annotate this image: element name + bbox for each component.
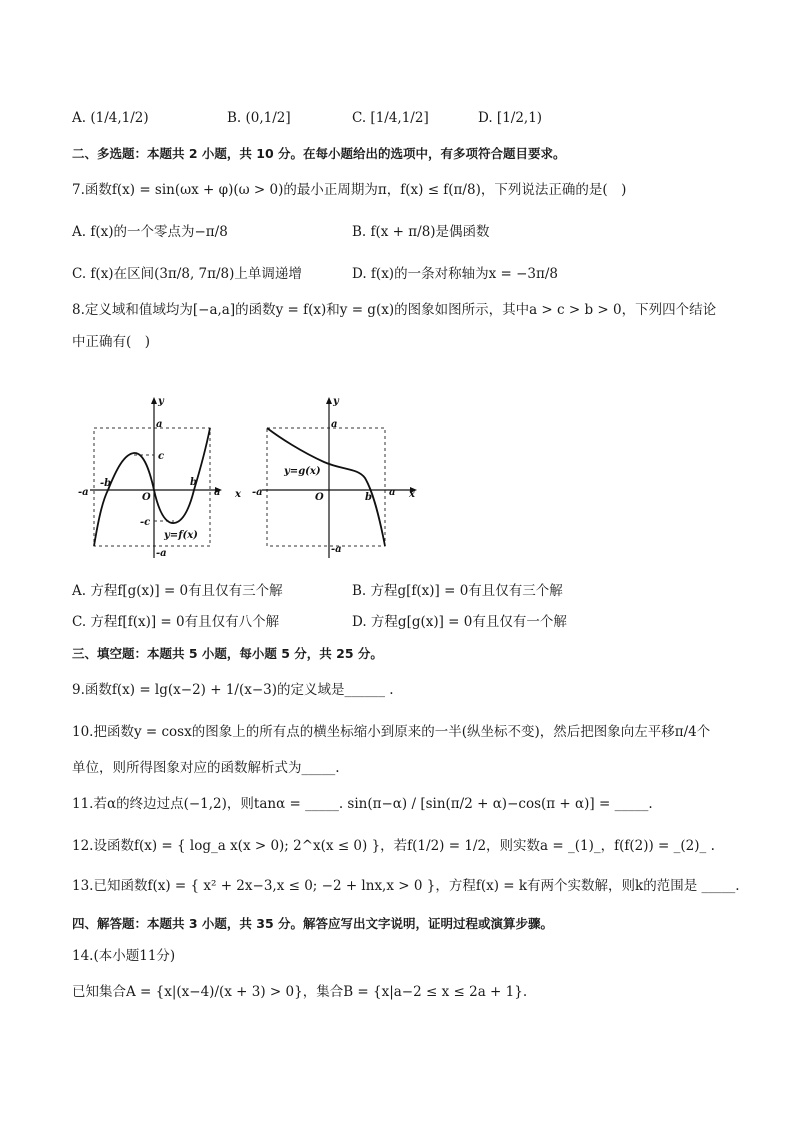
q8-option-b: B. 方程g[f(x)] = 0有且仅有三个解 — [352, 583, 563, 599]
q11: 11.若α的终边过点(−1,2)，则tanα = _____. sin(π−α) / [sin(π/2 + α)−cos(π + α)] = _____. — [72, 796, 653, 812]
graph-g-curve-label: y=g(x) — [284, 466, 321, 477]
graph-f-neg-b-label: -b — [100, 478, 112, 489]
graph-f-neg-c-label: -c — [140, 517, 151, 528]
q8-option-d: D. 方程g[g(x)] = 0有且仅有一个解 — [352, 614, 567, 630]
graph-g-dashed-box — [267, 428, 385, 546]
q7-stem: 7.函数f(x) = sin(ωx + φ)(ω > 0)的最小正周期为π，f(x) ≤ f(π/8)，下列说法正确的是( ) — [72, 182, 627, 198]
q9: 9.函数f(x) = lg(x−2) + 1/(x−3)的定义域是______ . — [72, 682, 394, 698]
q8-option-c: C. 方程f[f(x)] = 0有且仅有八个解 — [72, 614, 280, 630]
q8-stem-line1: 8.定义域和值域均为[−a,a]的函数y = f(x)和y = g(x)的图象如图所示，其中a > c > b > 0，下列四个结论 — [72, 302, 717, 318]
graph-f-neg-a-bottom: -a — [156, 548, 167, 559]
q6-option-a: A. (1/4,1/2) — [72, 110, 149, 126]
q6-option-b: B. (0,1/2] — [227, 110, 291, 126]
graph-g-origin-label: O — [315, 492, 324, 503]
graph-f-a-top: a — [156, 419, 163, 430]
graph-f-origin-label: O — [142, 492, 151, 503]
graph-f-b-label: b — [190, 477, 197, 488]
graph-g — [252, 392, 432, 564]
graph-f-y-arrow — [151, 397, 157, 404]
q8-stem-line2: 中正确有( ) — [72, 334, 151, 350]
graph-g-neg-a-label: -a — [252, 487, 263, 498]
graph-g-x-label: x — [409, 489, 415, 500]
q12: 12.设函数f(x) = { log_a x(x > 0); 2^x(x ≤ 0) }，若f(1/2) = 1/2，则实数a = _(1)_，f(f(2)) = _(2)_ . — [72, 838, 715, 854]
graph-g-a-right: a — [389, 487, 396, 498]
graph-g-b-label: b — [365, 492, 372, 503]
q7-option-d: D. f(x)的一条对称轴为x = −3π/8 — [352, 266, 558, 282]
q6-option-c: C. [1/4,1/2] — [352, 110, 429, 126]
q8-option-a: A. 方程f[g(x)] = 0有且仅有三个解 — [72, 583, 283, 599]
graph-g-neg-a-bottom: -a — [331, 544, 342, 555]
graph-g-y-arrow — [326, 397, 332, 404]
q7-option-a: A. f(x)的一个零点为−π/8 — [72, 224, 228, 240]
graph-f-neg-a-label: -a — [78, 487, 89, 498]
graph-f-curve-label: y=f(x) — [164, 530, 198, 541]
graph-g-curve — [267, 428, 385, 546]
section-2-heading: 二、多选题：本题共 2 小题，共 10 分。在每小题给出的选项中，有多项符合题目要求。 — [72, 146, 566, 161]
graph-f-x-label: x — [235, 489, 241, 500]
q14-body: 已知集合A = {x|(x−4)/(x + 3) > 0}，集合B = {x|a−2 ≤ x ≤ 2a + 1}. — [72, 984, 528, 1000]
q10-line1: 10.把函数y = cosx的图象上的所有点的横坐标缩小到原来的一半(纵坐标不变)，然后把图象向左平移π/4个 — [72, 724, 711, 740]
q7-option-b: B. f(x + π/8)是偶函数 — [352, 224, 490, 240]
q14-heading: 14.(本小题11分) — [72, 948, 176, 964]
q13: 13.已知函数f(x) = { x² + 2x−3,x ≤ 0; −2 + lnx,x > 0 }，方程f(x) = k有两个实数解，则k的范围是 _____. — [72, 878, 740, 894]
section-3-heading: 三、填空题：本题共 5 小题，每小题 5 分，共 25 分。 — [72, 646, 383, 661]
graph-f — [72, 392, 252, 564]
graph-g-a-top: a — [331, 419, 338, 430]
q7-option-c: C. f(x)在区间(3π/8, 7π/8)上单调递增 — [72, 266, 302, 282]
graph-f-a-right: a — [214, 487, 221, 498]
graph-f-c-label: c — [158, 451, 165, 462]
q10-line2: 单位，则所得图象对应的函数解析式为_____. — [72, 760, 340, 776]
section-4-heading: 四、解答题：本题共 3 小题，共 35 分。解答应写出文字说明，证明过程或演算步骤。 — [72, 916, 554, 931]
graph-g-y-label: y — [333, 396, 339, 407]
graph-f-y-label: y — [158, 396, 164, 407]
q6-option-d: D. [1/2,1) — [478, 110, 543, 126]
